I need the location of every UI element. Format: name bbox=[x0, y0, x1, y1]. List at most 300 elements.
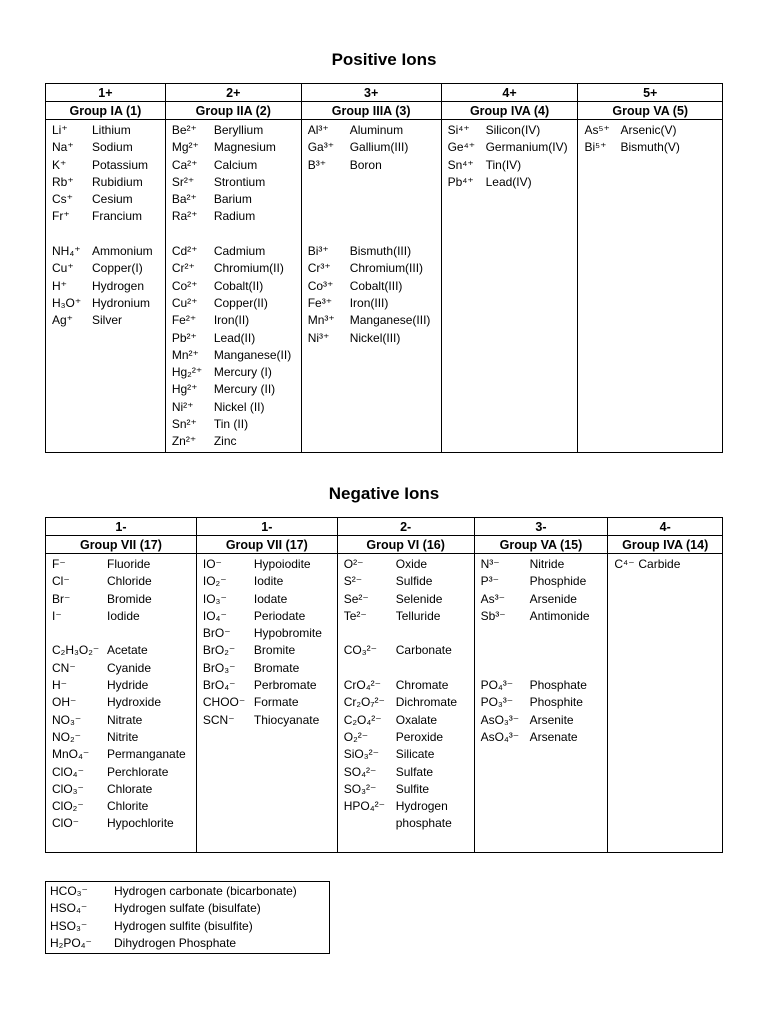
ion-name: Bismuth(V) bbox=[620, 140, 680, 155]
ion-symbol bbox=[52, 226, 92, 243]
ion-name: Hypochlorite bbox=[107, 816, 174, 831]
ion-name: Hypobromite bbox=[253, 626, 322, 641]
ion-symbol: BrO₂⁻ bbox=[202, 643, 236, 658]
group-header-row bbox=[46, 536, 723, 554]
ion-name: Silver bbox=[92, 313, 123, 328]
ion-row bbox=[52, 278, 165, 295]
ion-symbol: Bi³⁺ bbox=[307, 244, 329, 259]
ion-name: Cobalt(II) bbox=[213, 278, 264, 293]
ion-symbol: Na⁺ bbox=[52, 140, 74, 155]
ion-symbol: N³⁻ bbox=[480, 557, 500, 571]
ion-name: Aluminum bbox=[349, 123, 404, 137]
ion-symbol: SO₄²⁻ bbox=[343, 764, 377, 779]
ion-name: Sodium bbox=[92, 140, 133, 155]
ion-name: Iron(II) bbox=[213, 313, 250, 328]
ion-name: Bromide bbox=[107, 591, 152, 606]
ion-name: Arsenic(V) bbox=[620, 123, 677, 137]
ion-column bbox=[46, 120, 166, 453]
ion-name: Beryllium bbox=[213, 123, 264, 137]
ion-row bbox=[203, 694, 337, 711]
polyatomic-ions-list bbox=[46, 882, 330, 954]
ion-row bbox=[52, 642, 196, 659]
ion-name: Oxide bbox=[395, 557, 428, 571]
ion-name: Cobalt(III) bbox=[349, 278, 403, 293]
ion-name: Hydrogen bbox=[395, 799, 448, 814]
ion-symbol: PO₃³⁻ bbox=[480, 695, 514, 710]
ion-symbol: Sn⁴⁺ bbox=[447, 157, 474, 172]
ion-row bbox=[481, 660, 608, 677]
ion-row bbox=[308, 208, 441, 225]
ion-name: Francium bbox=[92, 209, 143, 224]
ion-name: Boron bbox=[349, 157, 382, 172]
ion-column bbox=[165, 120, 301, 453]
ion-symbol: P³⁻ bbox=[480, 574, 499, 589]
ion-row bbox=[481, 556, 608, 573]
ion-row bbox=[344, 764, 474, 781]
ion-row bbox=[52, 174, 165, 191]
ion-row bbox=[344, 798, 474, 815]
ion-symbol: Fr⁺ bbox=[52, 209, 70, 224]
ion-symbol: AsO₃³⁻ bbox=[480, 712, 520, 727]
ion-column bbox=[301, 120, 441, 453]
ion-name: Chloride bbox=[107, 574, 152, 589]
ion-symbol: IO₂⁻ bbox=[202, 574, 227, 589]
group-header: Group VII (17) bbox=[46, 536, 197, 554]
ion-row bbox=[344, 815, 474, 832]
ion-row bbox=[172, 330, 301, 347]
ion-symbol: Be²⁺ bbox=[171, 123, 197, 137]
ion-row bbox=[52, 677, 196, 694]
ion-symbol: Cs⁺ bbox=[52, 192, 73, 207]
ion-name: Periodate bbox=[253, 608, 306, 623]
ion-row bbox=[203, 712, 337, 729]
ion-row bbox=[481, 591, 608, 608]
ion-symbol: Ba²⁺ bbox=[171, 192, 197, 207]
ion-row bbox=[481, 729, 608, 746]
ion-row bbox=[52, 139, 165, 156]
ion-symbol: CN⁻ bbox=[52, 660, 76, 675]
ion-symbol bbox=[308, 191, 350, 208]
ion-symbol: Hg₂²⁺ bbox=[171, 365, 203, 380]
ion-name: Potassium bbox=[92, 157, 149, 172]
ion-symbol: ClO⁻ bbox=[52, 816, 79, 831]
group-header: Group VA (5) bbox=[578, 102, 723, 120]
charge-header: 5+ bbox=[578, 84, 723, 102]
ion-symbol: IO₃⁻ bbox=[202, 591, 227, 606]
ion-row bbox=[448, 157, 578, 174]
ion-name: Nickel(III) bbox=[349, 330, 401, 345]
ion-symbol: O₂²⁻ bbox=[343, 729, 369, 744]
charge-header: 2+ bbox=[165, 84, 301, 102]
ion-name: Iodide bbox=[107, 608, 140, 623]
ion-name: Hydrogen carbonate (bicarbonate) bbox=[114, 884, 297, 898]
ion-name: Rubidium bbox=[92, 174, 143, 189]
ion-row bbox=[481, 677, 608, 694]
ion-symbol: Sb³⁻ bbox=[480, 608, 506, 623]
ion-name: Formate bbox=[253, 695, 299, 710]
charge-header: 1- bbox=[46, 518, 197, 536]
ion-symbol: BrO₄⁻ bbox=[202, 678, 236, 693]
ion-symbol: NH₄⁺ bbox=[52, 244, 81, 259]
ion-name: Hypoiodite bbox=[253, 557, 311, 571]
ion-name: Nitride bbox=[529, 557, 565, 571]
ion-row bbox=[52, 781, 196, 798]
ion-name: Acetate bbox=[107, 643, 148, 658]
ion-row bbox=[308, 191, 441, 208]
ion-row bbox=[52, 746, 196, 763]
ion-symbol: H⁻ bbox=[52, 678, 67, 693]
ion-symbol: K⁺ bbox=[52, 157, 67, 172]
ion-row bbox=[308, 122, 441, 139]
ion-symbol: ClO₃⁻ bbox=[52, 781, 84, 796]
ion-symbol: HSO₃⁻ bbox=[50, 918, 88, 933]
ion-row bbox=[52, 591, 196, 608]
ion-name: Zinc bbox=[213, 434, 237, 449]
ion-row bbox=[344, 781, 474, 798]
ion-row bbox=[481, 712, 608, 729]
ion-name: Iron(III) bbox=[349, 295, 389, 310]
ion-row bbox=[481, 642, 608, 659]
ion-symbol: Zn²⁺ bbox=[171, 434, 197, 449]
ion-row bbox=[203, 556, 337, 573]
ion-name: Lead(II) bbox=[213, 330, 256, 345]
ion-name: Iodite bbox=[253, 574, 284, 589]
ion-name: Chromium(III) bbox=[349, 261, 424, 276]
ion-name: Bismuth(III) bbox=[349, 244, 412, 259]
ion-name: Silicon(IV) bbox=[485, 123, 541, 137]
ion-symbol bbox=[52, 625, 107, 642]
ion-symbol: Ca²⁺ bbox=[171, 157, 198, 172]
ion-symbol bbox=[481, 660, 530, 677]
ion-name: Manganese(III) bbox=[349, 313, 431, 328]
ion-symbol: H⁺ bbox=[52, 278, 67, 293]
ion-symbol: I⁻ bbox=[52, 608, 62, 623]
ion-row bbox=[344, 660, 474, 677]
ion-symbol: Mg²⁺ bbox=[171, 140, 199, 155]
ion-name: Peroxide bbox=[395, 729, 444, 744]
ion-row bbox=[172, 208, 301, 225]
group-header: Group IIA (2) bbox=[165, 102, 301, 120]
ion-row bbox=[308, 278, 441, 295]
ion-name: Arsenate bbox=[529, 729, 578, 744]
ion-symbol: Ni²⁺ bbox=[171, 399, 194, 414]
ion-symbol: Ra²⁺ bbox=[171, 209, 198, 224]
ion-name: Hydrogen sulfite (bisulfite) bbox=[114, 918, 253, 933]
ion-symbol: NO₃⁻ bbox=[52, 712, 82, 727]
ion-row bbox=[308, 139, 441, 156]
ion-name: Radium bbox=[213, 209, 256, 224]
ion-row bbox=[344, 746, 474, 763]
ion-symbol: Mn³⁺ bbox=[307, 313, 335, 328]
ion-name: Phosphate bbox=[529, 678, 587, 693]
ion-symbol: IO₄⁻ bbox=[202, 608, 227, 623]
ion-name: Magnesium bbox=[213, 140, 276, 155]
ion-row bbox=[172, 295, 301, 312]
ion-row bbox=[308, 243, 441, 260]
ion-name: Sulfate bbox=[395, 764, 434, 779]
ion-name: Ammonium bbox=[92, 244, 153, 259]
group-header: Group VA (15) bbox=[474, 536, 608, 554]
ion-row bbox=[52, 608, 196, 625]
ion-symbol: CHOO⁻ bbox=[202, 695, 246, 710]
ion-row bbox=[308, 295, 441, 312]
ion-row bbox=[52, 573, 196, 590]
ion-symbol bbox=[308, 226, 350, 243]
ion-symbol: Al³⁺ bbox=[307, 123, 329, 137]
ion-symbol: ClO₂⁻ bbox=[52, 799, 84, 814]
ion-symbol: B³⁺ bbox=[307, 157, 327, 172]
ion-symbol: Cr²⁺ bbox=[171, 261, 195, 276]
ion-symbol: Li⁺ bbox=[52, 123, 68, 137]
ion-symbol: BrO⁻ bbox=[202, 626, 231, 641]
ion-row bbox=[172, 312, 301, 329]
ion-row bbox=[344, 556, 474, 573]
ion-name: phosphate bbox=[395, 816, 452, 831]
ion-name: Cadmium bbox=[213, 244, 266, 259]
ion-symbol: Mn²⁺ bbox=[171, 347, 199, 362]
ion-symbol: Si⁴⁺ bbox=[447, 123, 470, 137]
ion-row bbox=[203, 660, 337, 677]
ion-symbol: Bi⁵⁺ bbox=[584, 140, 607, 155]
ion-name: Chlorate bbox=[107, 781, 153, 796]
ion-row bbox=[172, 433, 301, 450]
ion-name: Cesium bbox=[92, 192, 133, 207]
ion-name: Hydroxide bbox=[107, 695, 162, 710]
ion-symbol: Fe³⁺ bbox=[307, 295, 333, 310]
ion-symbol: HSO₄⁻ bbox=[50, 901, 88, 916]
ion-row bbox=[52, 122, 165, 139]
ion-symbol: CrO₄²⁻ bbox=[343, 678, 381, 693]
group-header: Group IVA (4) bbox=[441, 102, 578, 120]
ion-symbol: F⁻ bbox=[52, 557, 66, 571]
ion-row bbox=[172, 122, 301, 139]
ion-row bbox=[203, 642, 337, 659]
ion-symbol bbox=[308, 174, 350, 191]
ion-row bbox=[344, 729, 474, 746]
ion-symbol: HPO₄²⁻ bbox=[343, 799, 385, 814]
ion-symbol: Br⁻ bbox=[52, 591, 71, 606]
charge-header: 4+ bbox=[441, 84, 578, 102]
ion-name: Gallium(III) bbox=[349, 140, 409, 155]
ion-name: Hydrogen bbox=[92, 278, 145, 293]
negative-ions-table bbox=[45, 517, 723, 853]
ion-column bbox=[46, 554, 197, 853]
charge-header: 4- bbox=[608, 518, 723, 536]
ion-body-row bbox=[46, 120, 723, 453]
ion-row bbox=[52, 260, 165, 277]
ion-symbol: Co²⁺ bbox=[171, 278, 198, 293]
ion-symbol: PO₄³⁻ bbox=[480, 678, 514, 693]
ion-symbol: Ga³⁺ bbox=[307, 140, 335, 155]
ion-name: Dihydrogen Phosphate bbox=[114, 935, 237, 950]
ion-name: Arsenite bbox=[529, 712, 574, 727]
ion-symbol: Cu²⁺ bbox=[171, 295, 198, 310]
polyatomic-ions-table bbox=[45, 881, 330, 954]
ion-name: Perbromate bbox=[253, 678, 317, 693]
ion-name: Iodate bbox=[253, 591, 288, 606]
ion-name: Carbide bbox=[638, 557, 681, 571]
ion-name: Hydrogen sulfate (bisulfate) bbox=[114, 901, 261, 916]
ion-row bbox=[172, 139, 301, 156]
ion-name: Phosphide bbox=[529, 574, 587, 589]
ion-name: Silicate bbox=[395, 747, 435, 762]
charge-header: 1- bbox=[196, 518, 337, 536]
ion-row bbox=[481, 625, 608, 642]
ion-row bbox=[52, 660, 196, 677]
polyatomic-row bbox=[50, 900, 325, 917]
ion-row bbox=[344, 694, 474, 711]
ion-name: Permanganate bbox=[107, 747, 186, 762]
ion-name: Oxalate bbox=[395, 712, 438, 727]
charge-header: 1+ bbox=[46, 84, 166, 102]
ion-row bbox=[172, 399, 301, 416]
ion-row bbox=[52, 729, 196, 746]
ion-name: Nitrate bbox=[107, 712, 143, 727]
ion-row bbox=[308, 157, 441, 174]
ion-row bbox=[344, 591, 474, 608]
ion-name: Germanium(IV) bbox=[485, 140, 568, 155]
ion-row bbox=[172, 278, 301, 295]
ion-column bbox=[196, 554, 337, 853]
ion-row bbox=[344, 642, 474, 659]
ion-row bbox=[344, 677, 474, 694]
ion-row bbox=[308, 260, 441, 277]
ion-name: Strontium bbox=[213, 174, 266, 189]
ion-symbol: Pb⁴⁺ bbox=[447, 174, 474, 189]
ion-row bbox=[344, 608, 474, 625]
ion-symbol: Cu⁺ bbox=[52, 261, 74, 276]
ion-row bbox=[52, 191, 165, 208]
ion-name: Arsenide bbox=[529, 591, 577, 606]
ion-column bbox=[608, 554, 723, 853]
ion-symbol: Cl⁻ bbox=[52, 574, 70, 589]
ion-symbol: Sn²⁺ bbox=[171, 417, 197, 432]
ion-row bbox=[481, 608, 608, 625]
ion-name: Tin (II) bbox=[213, 417, 249, 432]
ion-row bbox=[52, 694, 196, 711]
ion-name: Bromate bbox=[253, 660, 300, 675]
ion-name: Manganese(II) bbox=[213, 347, 292, 362]
ion-name: Bromite bbox=[253, 643, 296, 658]
ion-name: Lead(IV) bbox=[485, 174, 532, 189]
ion-name: Fluoride bbox=[107, 557, 151, 571]
group-header-row bbox=[46, 102, 723, 120]
ion-symbol: Se²⁻ bbox=[343, 591, 369, 606]
ion-name: Lithium bbox=[92, 123, 131, 137]
ion-name: Hydride bbox=[107, 678, 149, 693]
ion-symbol bbox=[344, 625, 396, 642]
ion-symbol: IO⁻ bbox=[202, 557, 222, 571]
group-header: Group VI (16) bbox=[337, 536, 474, 554]
ion-name: Telluride bbox=[395, 608, 441, 623]
ion-symbol: BrO₃⁻ bbox=[202, 660, 236, 675]
ion-symbol: Te²⁻ bbox=[343, 608, 367, 623]
charge-header-row bbox=[46, 518, 723, 536]
ion-row bbox=[172, 226, 301, 243]
ion-name: Chlorite bbox=[107, 799, 149, 814]
ion-row bbox=[584, 122, 722, 139]
ion-row bbox=[52, 243, 165, 260]
ion-symbol: HCO₃⁻ bbox=[50, 884, 88, 898]
ion-column bbox=[337, 554, 474, 853]
ion-row bbox=[172, 157, 301, 174]
ion-row bbox=[344, 573, 474, 590]
ion-symbol: Cr³⁺ bbox=[307, 261, 331, 276]
ion-symbol: ClO₄⁻ bbox=[52, 764, 84, 779]
ion-name: Cyanide bbox=[107, 660, 152, 675]
ion-symbol: C₂O₄²⁻ bbox=[343, 712, 382, 727]
ion-symbol: SO₃²⁻ bbox=[343, 781, 377, 796]
ion-symbol: Fe²⁺ bbox=[171, 313, 197, 328]
ion-symbol: Ge⁴⁺ bbox=[447, 140, 476, 155]
ion-symbol bbox=[308, 208, 350, 225]
ion-row bbox=[203, 608, 337, 625]
ion-name: Nitrite bbox=[107, 729, 139, 744]
ion-row bbox=[481, 573, 608, 590]
ion-symbol: C⁴⁻ bbox=[614, 557, 635, 571]
ion-name: Barium bbox=[213, 192, 252, 207]
ion-symbol: Sr²⁺ bbox=[171, 174, 195, 189]
group-header: Group IIIA (3) bbox=[301, 102, 441, 120]
ion-symbol: As³⁻ bbox=[480, 591, 505, 606]
ion-symbol: Ni³⁺ bbox=[307, 330, 330, 345]
ion-name: Calcium bbox=[213, 157, 258, 172]
ion-row bbox=[52, 312, 165, 329]
ion-row bbox=[172, 260, 301, 277]
ion-symbol: MnO₄⁻ bbox=[52, 747, 90, 762]
ion-row bbox=[344, 712, 474, 729]
ion-name: Nickel (II) bbox=[213, 399, 265, 414]
ion-symbol: AsO₄³⁻ bbox=[480, 729, 520, 744]
ion-column bbox=[578, 120, 723, 453]
ion-symbol: As⁵⁺ bbox=[584, 123, 610, 137]
ion-row bbox=[448, 139, 578, 156]
ion-name: Tin(IV) bbox=[485, 157, 522, 172]
ion-symbol: Co³⁺ bbox=[307, 278, 334, 293]
ion-row bbox=[172, 174, 301, 191]
ion-symbol: CO₃²⁻ bbox=[343, 643, 377, 658]
ion-row bbox=[448, 122, 578, 139]
ion-name: Chromate bbox=[395, 678, 449, 693]
ion-row bbox=[448, 174, 578, 191]
ion-symbol: Cd²⁺ bbox=[171, 244, 198, 259]
ion-symbol bbox=[172, 226, 214, 243]
ion-row bbox=[52, 815, 196, 832]
ion-row bbox=[172, 364, 301, 381]
ion-symbol bbox=[481, 642, 530, 659]
ion-symbol: H₂PO₄⁻ bbox=[50, 935, 92, 950]
ion-row bbox=[172, 347, 301, 364]
polyatomic-row bbox=[50, 918, 325, 935]
charge-header: 3- bbox=[474, 518, 608, 536]
ion-symbol: SiO₃²⁻ bbox=[343, 747, 379, 762]
ion-symbol: Rb⁺ bbox=[52, 174, 74, 189]
ion-symbol: NO₂⁻ bbox=[52, 729, 81, 744]
ion-row bbox=[308, 330, 441, 347]
ion-symbol: C₂H₃O₂⁻ bbox=[52, 643, 100, 658]
ion-name: Phosphite bbox=[529, 695, 583, 710]
polyatomic-row bbox=[50, 883, 325, 900]
group-header: Group VII (17) bbox=[196, 536, 337, 554]
charge-header-row bbox=[46, 84, 723, 102]
ion-row bbox=[52, 764, 196, 781]
group-header: Group IVA (14) bbox=[608, 536, 723, 554]
ion-row bbox=[172, 243, 301, 260]
ion-symbol bbox=[481, 625, 530, 642]
ion-row bbox=[52, 226, 165, 243]
ion-row bbox=[614, 556, 722, 573]
ion-row bbox=[52, 295, 165, 312]
